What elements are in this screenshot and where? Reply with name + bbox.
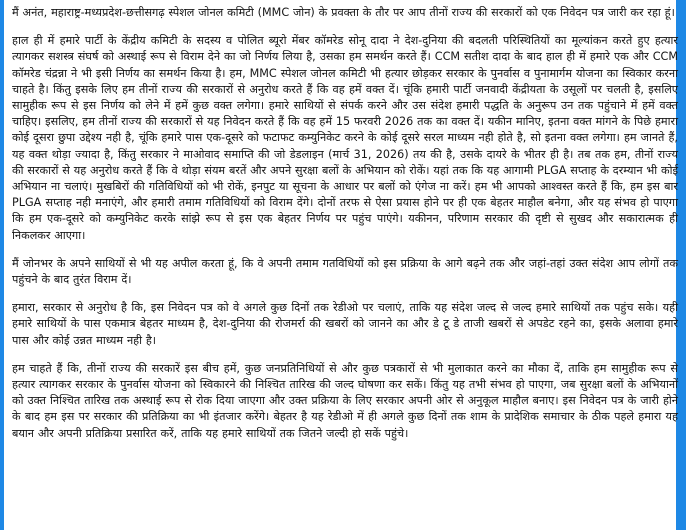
- paragraph-radio-request: हमारा, सरकार से अनुरोध है कि, इस निवेदन पत्र को वे अगले कुछ दिनों तक रेडीओ पर चलाएं, ताकि यह संदेश जल्द से जल्द हमारे साथियों तक पहुंच सके। यही हमारे साथियों के पास एकमात्र बेहतर माध्यम है, देश-दुनिया की रोजमर्रा की खबरों को जानने का और डे टू डे ताजी खबरों से अपडेट रहने का, इसके अलावा हमारे पास और कोई उन्नत माध्यम नही है।: [12, 301, 678, 347]
- paragraph-appeal-comrades: मैं जोनभर के अपने साथियों से भी यह अपील करता हूं, कि वे अपनी तमाम गतविधियों को इस प्रक्रिया के आगे बढ़ने तक और जहां-तहां उक्त संदेश आप लोगों तक पहुंचने के बाद तुरंत विराम दें।: [12, 256, 678, 287]
- paragraph-meeting-request: हम चाहते हैं कि, तीनों राज्य की सरकारें इस बीच हमें, कुछ जनप्रतिनिधियों से और कुछ पत्रकारों से भी मुलाकात करने का मौका दें, ताकि हम सामुहीक रूप से हत्यार त्यागकर सरकार के पुनर्वास योजना को स्विकारने की निश्चित तारिख की जल्द घोषणा कर सकें। किंतु यह तभी संभव हो पाएगा, जब सुरक्षा बलों के अभियानों को उक्त निश्चित तारिख तक अस्थाई रूप से रोक दिया जाएगा और उक्त प्रक्रिया के लिए सरकार अपनी ओर से अनुकूल माहौल बनाए। इस निवेदन पत्र के जारी होने के बाद हम इस पर सरकार की प्रतिक्रिया का भी इंतजार करेंगे। बेहतर है यह रेडीओ में ही अगले कुछ दिनों तक शाम के प्रादेशिक समाचार के ठीक पहले हमारा यह बयान और अपनी प्रतिक्रिया प्रसारित करें, ताकि यह हमारे साथियों तक जितने जल्दी हो सकें पहुंचे।: [12, 361, 678, 440]
- document-body: [12, 5, 678, 442]
- paragraph-intro: मैं अनंत, महाराष्ट्र-मध्यप्रदेश-छत्तीसगढ़ स्पेशल जोनल कमिटी (MMC जोन) के प्रवक्ता के तौर पर आप तीनों राज्य की सरकारों को एक निवेदन पत्र जारी कर रहा हूं।: [12, 6, 675, 19]
- paragraph-request-time: हाल ही में हमारे पार्टी के केंद्रीय कमिटी के सदस्य व पोलित ब्यूरो मेंबर कॉमरेड सोनू दादा ने देश-दुनिया की बदलती परिस्थितियों का मूल्यांकन करते हुए हत्यार त्यागकर सशस्त्र संघर्ष को अस्थाई रूप से विराम देने का जो निर्णय लिया है, उसका हम समर्थन करते हैं। CCM सतीश दादा के बाद हाल ही में हमारे एक और CCM कॉमरेड चंद्रन्ना ने भी इसी निर्णय का समर्थन किया है। हम, MMC स्पेशल जोनल कमिटी भी हत्यार छोड़कर सरकार के पुनर्वास व पुनामार्गम योजना का स्विकार करना चाहते है। किंतु इसके लिए हम तीनों राज्य की सरकारों से अनुरोध करते हैं कि वह हमें वक्त दें। चूंकि हमारी पार्टी जनवादी केंद्रीयता के उसूलों पर चलती है, इसलिए सामुहीक रूप से इस निर्णय को लेने में हमें कुछ वक्त लगेगा। हमारे साथियों से संपर्क करने और उस संदेश हमारी पद्धति के अनुरूप उन तक पहुंचाने में हमें वक्त चाहिए। इसलिए, हम तीनों राज्य की सरकारों से यह निवेदन करते हैं कि वह हमें 15 फरवरी 2026 तक का वक्त दें। यकीन मानिए, इतना वक्त मांगने के पिछे हमारा कोई दूसरा छुपा उद्देश्य नही है, चूंकि हमारे पास एक-दूसरे को फटाफट कम्युनिकेट करने के कोई दूसरे सरल माध्यम नही होते है, सो इतना वक्त लगेगा। हम जानते हैं, यह वक्त थोड़ा ज्यादा है, किंतु सरकार ने माओवाद समाप्ति की जो डेडलाइन (मार्च 31, 2026) तय की है, उसके दायरे के भीतर ही है। तब तक हम, तीनों राज्य की सरकारों से यह अनुरोध करते हैं कि वे थोड़ा संयम बरतें और अपने सुरक्षा बलों के अभियान को रोकें। यहां तक कि यह आगामी PLGA सप्ताह के दरम्यान भी कोई अभियान ना चलाएं। मुखबिरों की गतिविधियों को भी रोकें, इनपुट या सूचना के आधार पर बलों को एंगेज ना करें। हम भी आपको आश्वस्त करते हैं कि, हम इस बार PLGA सप्ताह नही मनाएंगे, और हमारी तमाम गतिविधियों को विराम देंगे। दोनों तरफ से ऐसा प्रयास होने पर ही एक बेहतर माहौल बनेगा, और यह संभव हो पाएगा कि हम एक-दूसरे को कम्युनिकेट करके सांझे रूप से इस एक बेहतर निर्णय पर पहुंच पाएंगे। यकीनन, परिणाम सरकार की दृष्टी से सुखद और सकारात्मक ही निकलकर आएगा।: [12, 34, 678, 242]
